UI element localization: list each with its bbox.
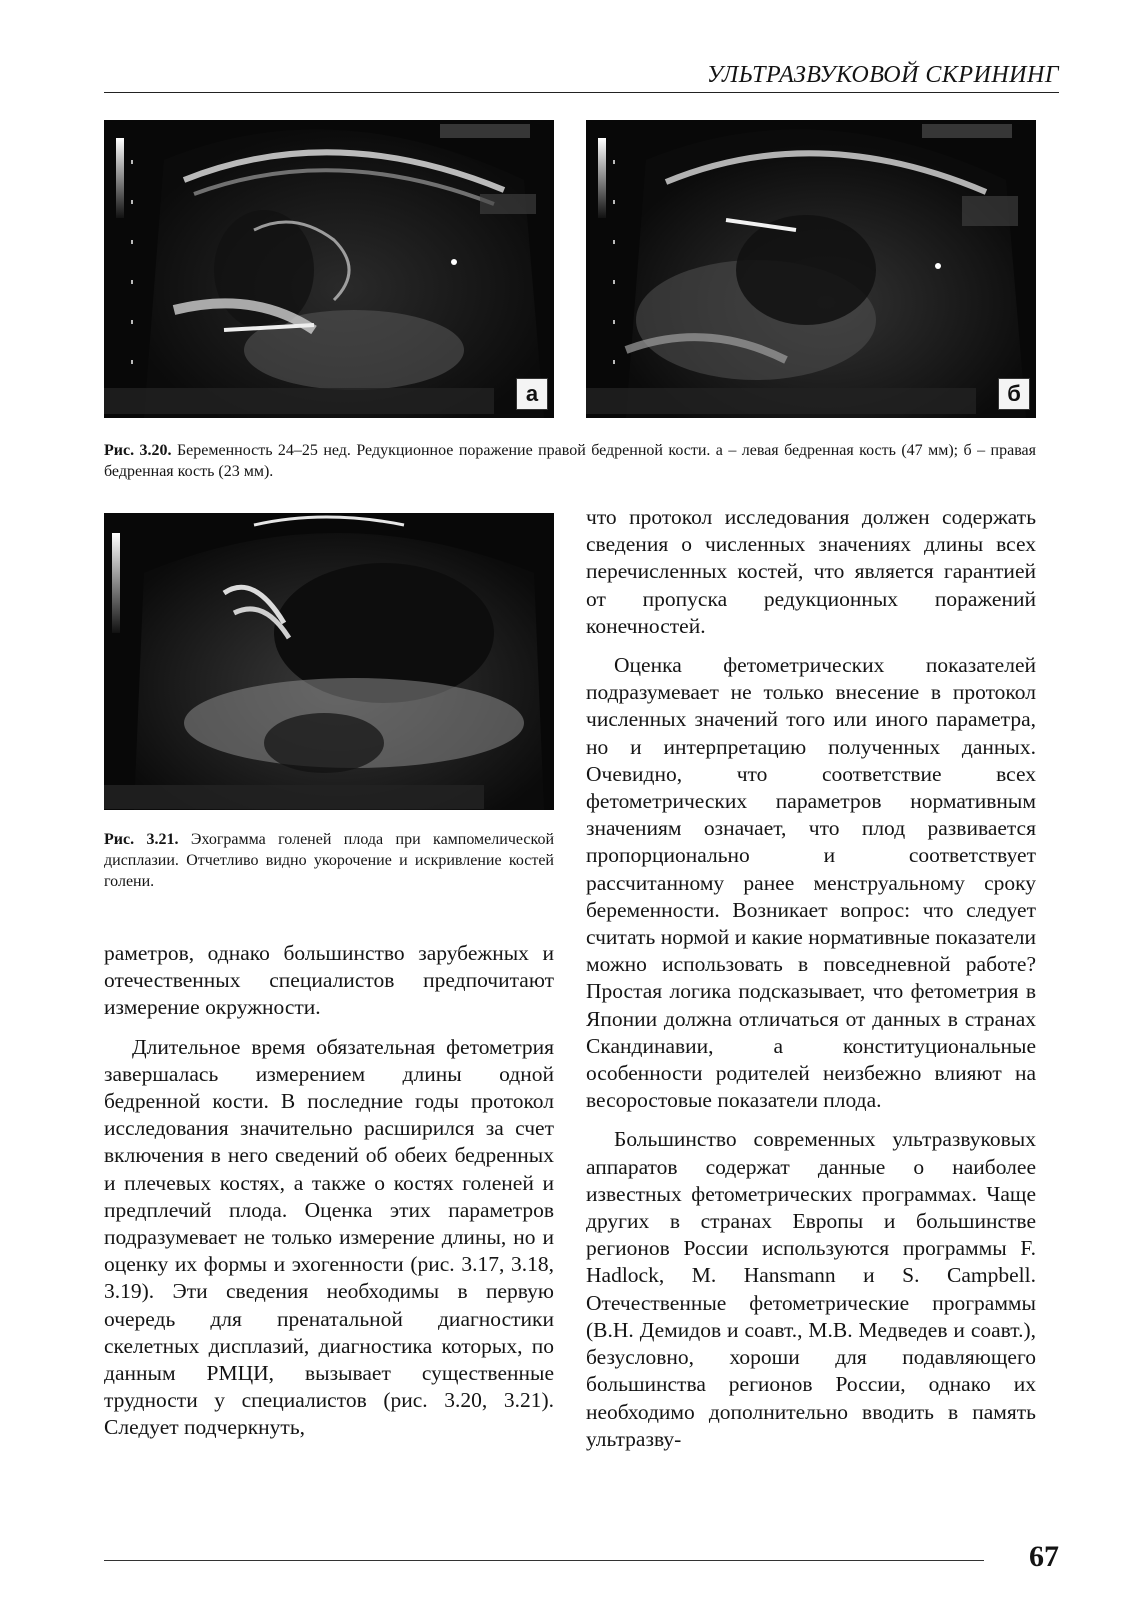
- page-number: 67: [1029, 1540, 1059, 1573]
- right-paragraph-3: Большинство современных ультразвуковых аппаратов содержат данные о наиболее известных фетометрических программах. Чаще других в странах Европы и большинстве регионов России используются программы F. Hadlock, M. Hansmann и S. Campbell. Отечественные фетометрические программы (В.Н. Демидов и соавт., М.В. Медведев и соавт.), безусловно, хороши для подавляющего большинства регионов России, однако их необходимо дополнительно вводить в память ультразву-: [586, 1127, 1036, 1451]
- right-column: [586, 504, 1036, 1453]
- ultrasound-scan-b: [586, 120, 1036, 418]
- ultrasound-scan-3-21: [104, 513, 554, 810]
- figure-3-20-caption: [104, 440, 1036, 482]
- figure-3-21-label: Рис. 3.21.: [104, 831, 179, 848]
- figure-3-20-label: Рис. 3.20.: [104, 442, 172, 459]
- ultrasound-image-3-21: [104, 513, 554, 810]
- running-head: УЛЬТРАЗВУКОВОЙ СКРИНИНГ: [706, 62, 1059, 88]
- header-rule: [104, 92, 1059, 93]
- figure-3-20-text: Беременность 24–25 нед. Редукционное поражение правой бедренной кости. а – левая бедренная кость (47 мм); б – правая бедренная кость (23 мм).: [104, 442, 1037, 480]
- ultrasound-image-b: [586, 120, 1036, 418]
- left-paragraph-1: раметров, однако большинство зарубежных и отечественных специалистов предпочитают измерение окружности.: [104, 941, 554, 1020]
- right-paragraph-2: Оценка фетометрических показателей подразумевает не только внесение в протокол численных значений того или иного параметра, но и интерпретацию полученных данных. Очевидно, что соответствие всех фетометрических параметров нормативным значениям означает, что плод развивается пропорционально и соответствует рассчитанному ранее менструальному сроку беременности. Возникает вопрос: что следует считать нормой и какие нормативные показатели можно использовать в повседневной работе? Простая логика подсказывает, что фетометрия в Японии должна отличаться от данных в странах Скандинавии, а конституциональные особенности родителей неизбежно влияют на весоростовые показатели плода.: [586, 653, 1036, 1113]
- figure-3-21-caption: [104, 829, 554, 892]
- ultrasound-scan-a: [104, 120, 554, 418]
- figure-3-21-text: Эхограмма голеней плода при кампомелической дисплазии. Отчетливо видно укорочение и искривление костей голени.: [104, 831, 555, 890]
- panel-label-b: б: [998, 378, 1030, 410]
- right-paragraph-1: что протокол исследования должен содержать сведения о численных значениях длины всех перечисленных костей, что является гарантией от пропуска редукционных поражений конечностей.: [586, 505, 1036, 638]
- footer-rule: [104, 1560, 984, 1561]
- ultrasound-image-a: [104, 120, 554, 418]
- panel-label-a: а: [516, 378, 548, 410]
- left-column: [104, 940, 554, 1442]
- left-paragraph-2: Длительное время обязательная фетометрия завершалась измерением длины одной бедренной кости. В последние годы протокол исследования значительно расширился за счет включения в него сведений об обеих бедренных и плечевых костях, а также о костях голеней и предплечий плода. Оценка этих параметров подразумевает не только измерение длины, но и оценку их формы и эхогенности (рис. 3.17, 3.18, 3.19). Эти сведения необходимы в первую очередь для пренатальной диагностики скелетных дисплазий, диагностика которых, по данным РМЦИ, вызывает существенные трудности у специалистов (рис. 3.20, 3.21). Следует подчеркнуть,: [104, 1034, 554, 1440]
